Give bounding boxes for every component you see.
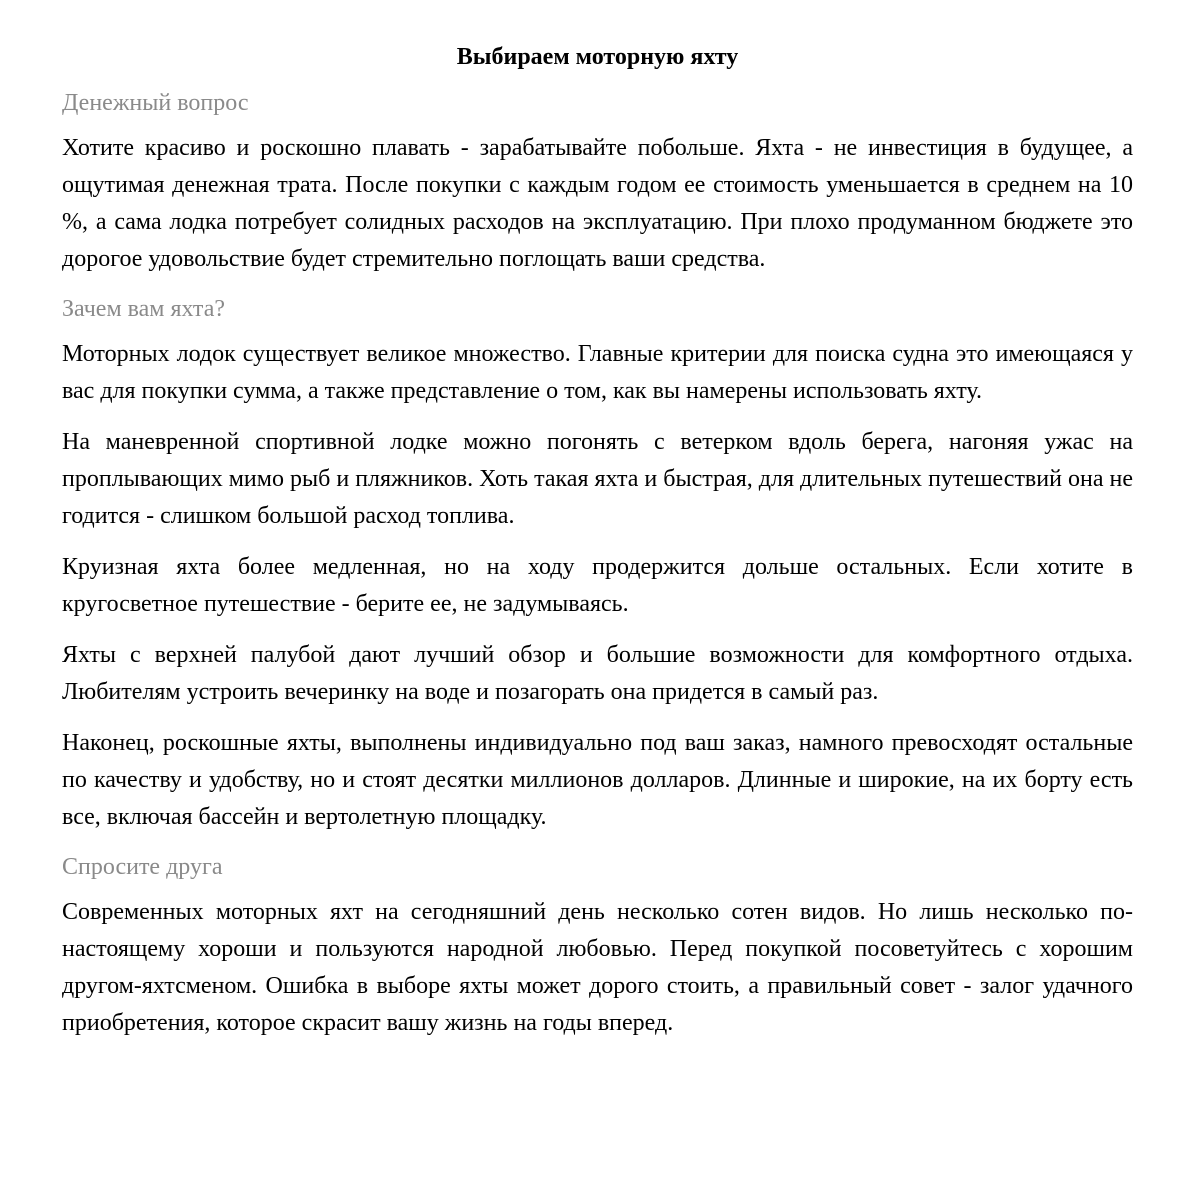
section-heading-ask-friend: Спросите друга <box>62 854 223 880</box>
section-why-yacht <box>62 292 1133 836</box>
paragraph-why-yacht-5: Наконец, роскошные яхты, выполнены индивидуально под ваш заказ, намного превосходят остальные по качеству и удобству, но и стоят десятки миллионов долларов. Длинные и широкие, на их борту есть все, включая бассейн и вертолетную площадку. <box>62 730 1133 830</box>
section-heading-money: Денежный вопрос <box>62 90 249 116</box>
paragraph-why-yacht-2: На маневренной спортивной лодке можно погонять с ветерком вдоль берега, нагоняя ужас на проплывающих мимо рыб и пляжников. Хоть такая яхта и быстрая, для длительных путешествий она не годится - слишком большой расход топлива. <box>62 429 1133 529</box>
paragraph-money-1: Хотите красиво и роскошно плавать - зарабатывайте побольше. Яхта - не инвестиция в будущее, а ощутимая денежная трата. После покупки с каждым годом ее стоимость уменьшается в среднем на 10 %, а сама лодка потребует солидных расходов на эксплуатацию. При плохо продуманном бюджете это дорогое удовольствие будет стремительно поглощать ваши средства. <box>62 135 1133 272</box>
paragraph-ask-friend-1: Современных моторных яхт на сегодняшний день несколько сотен видов. Но лишь несколько по-настоящему хороши и пользуются народной любовью. Перед покупкой посоветуйтесь с хорошим другом-яхтсменом. Ошибка в выборе яхты может дорого стоить, а правильный совет - залог удачного приобретения, которое скрасит вашу жизнь на годы вперед. <box>62 899 1133 1036</box>
paragraph-why-yacht-4: Яхты с верхней палубой дают лучший обзор и большие возможности для комфортного отдыха. Любителям устроить вечеринку на воде и позагорать она придется в самый раз. <box>62 642 1133 705</box>
section-money <box>62 86 1133 278</box>
paragraph-why-yacht-3: Круизная яхта более медленная, но на ходу продержится дольше остальных. Если хотите в кругосветное путешествие - берите ее, не задумываясь. <box>62 554 1133 617</box>
document-title: Выбираем моторную яхту <box>456 44 739 70</box>
paragraph-why-yacht-1: Моторных лодок существует великое множество. Главные критерии для поиска судна это имеющаяся у вас для покупки сумма, а также представление о том, как вы намерены использовать яхту. <box>62 341 1133 404</box>
section-ask-friend <box>62 850 1133 1042</box>
section-heading-why-yacht: Зачем вам яхта? <box>62 296 226 322</box>
document-page <box>62 40 1133 1056</box>
